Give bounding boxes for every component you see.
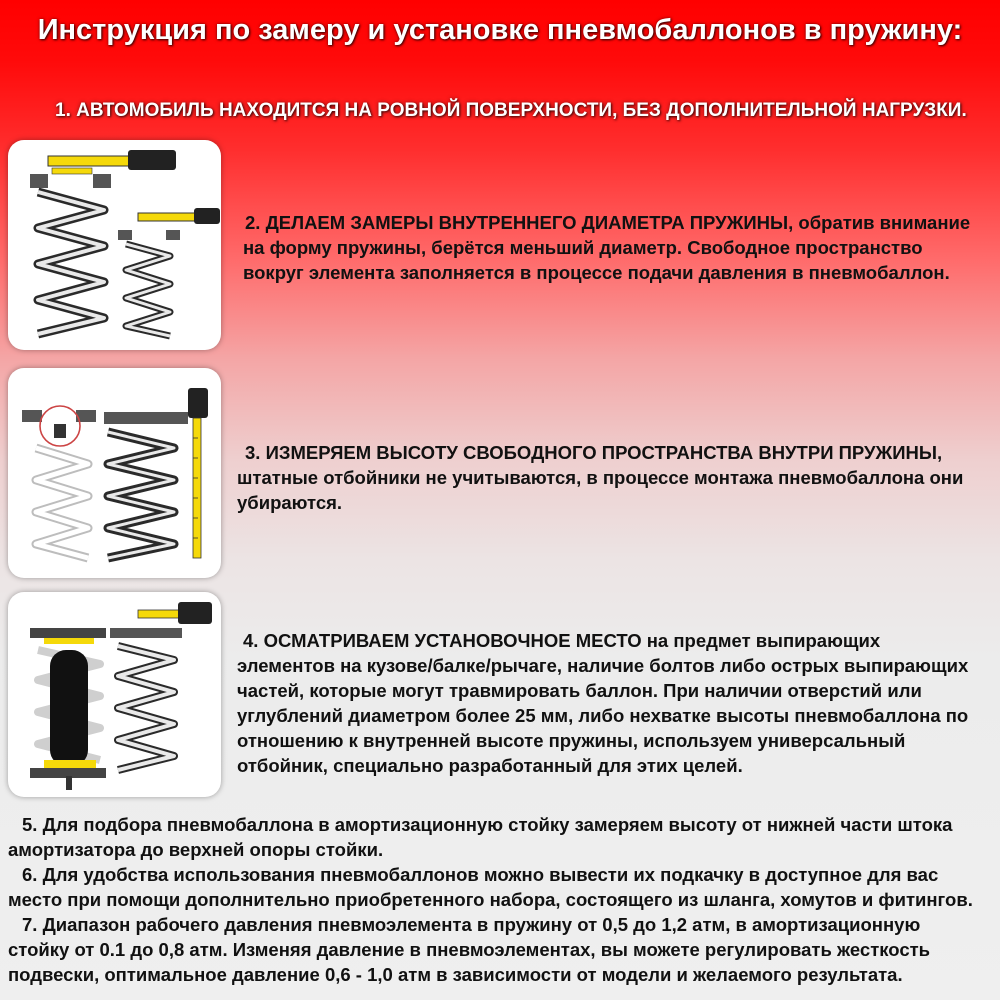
- step-4-text: [237, 628, 997, 778]
- step-4-line3: частей, которые могут травмировать баллон. При наличии отверстий или: [237, 680, 922, 701]
- step-6-line2: место при помощи дополнительно приобретенного набора, состоящего из шланга, хомутов и фитингов.: [8, 889, 973, 910]
- page-title: Инструкция по замеру и установке пневмобаллонов в пружину:: [37, 14, 963, 46]
- step-7-text: [0, 912, 1000, 987]
- step-3-line2: штатные отбойники не учитываются, в процессе монтажа пневмобаллона они: [237, 467, 964, 488]
- step-4-line1-rest: на предмет выпирающих: [641, 630, 881, 651]
- step-7-line2: стойку от 0.1 до 0,8 атм. Изменяя давление в пневмоэлементах, вы можете регулировать жесткость: [8, 939, 931, 960]
- step-4-lead: 4. ОСМАТРИВАЕМ УСТАНОВОЧНОЕ МЕСТО: [243, 630, 642, 651]
- step-4-line2: элементов на кузове/балке/рычаге, наличие болтов либо острых выпирающих: [237, 655, 969, 676]
- step-7-line1: 7. Диапазон рабочего давления пневмоэлемента в пружину от 0,5 до 1,2 атм, в амортизационную: [22, 914, 921, 935]
- step-6-text: [0, 862, 1000, 912]
- step-2-line3: вокруг элемента заполняется в процессе подачи давления в пневмобаллон.: [243, 262, 950, 283]
- step-2-lead: 2. ДЕЛАЕМ ЗАМЕРЫ ВНУТРЕННЕГО ДИАМЕТРА ПРУЖИНЫ: [245, 212, 789, 233]
- step-5-line2: амортизатора до верхней опоры стойки.: [8, 839, 384, 860]
- step-5-line1: 5. Для подбора пневмобаллона в амортизационную стойку замеряем высоту от нижней части штока: [22, 814, 953, 835]
- spring-height-illustration: [8, 368, 221, 578]
- step-2-text: [243, 210, 993, 285]
- step-3-line1-rest: ,: [937, 442, 943, 463]
- mount-inspection-illustration: [8, 592, 221, 797]
- step-2-line2: на форму пружины, берётся меньший диаметр. Свободное пространство: [243, 237, 923, 258]
- step-5-text: [0, 812, 1000, 862]
- step-7-line3: подвески, оптимальное давление 0,6 - 1,0 атм в зависимости от модели и желаемого результата.: [8, 964, 903, 985]
- step-6-line1: 6. Для удобства использования пневмобаллонов можно вывести их подкачку в доступное для вас: [22, 864, 939, 885]
- step-4-line5: отношению к внутренней высоте пружины, используем универсальный: [237, 730, 906, 751]
- step-3-text: [237, 440, 997, 515]
- step-4-line4: углублений диаметром более 25 мм, либо нехватке высоты пневмобаллона по: [237, 705, 969, 726]
- step-4-line6: отбойник, специально разработанный для этих целей.: [237, 755, 743, 776]
- step-2-line1-rest: , обратив внимание: [788, 212, 971, 233]
- step-3-line3: убираются.: [237, 492, 343, 513]
- step-1-text: 1. АВТОМОБИЛЬ НАХОДИТСЯ НА РОВНОЙ ПОВЕРХНОСТИ, БЕЗ ДОПОЛНИТЕЛЬНОЙ НАГРУЗКИ.: [55, 100, 967, 121]
- spring-diameter-illustration: [8, 140, 221, 350]
- step-3-lead: 3. ИЗМЕРЯЕМ ВЫСОТУ СВОБОДНОГО ПРОСТРАНСТВА ВНУТРИ ПРУЖИНЫ: [245, 442, 938, 463]
